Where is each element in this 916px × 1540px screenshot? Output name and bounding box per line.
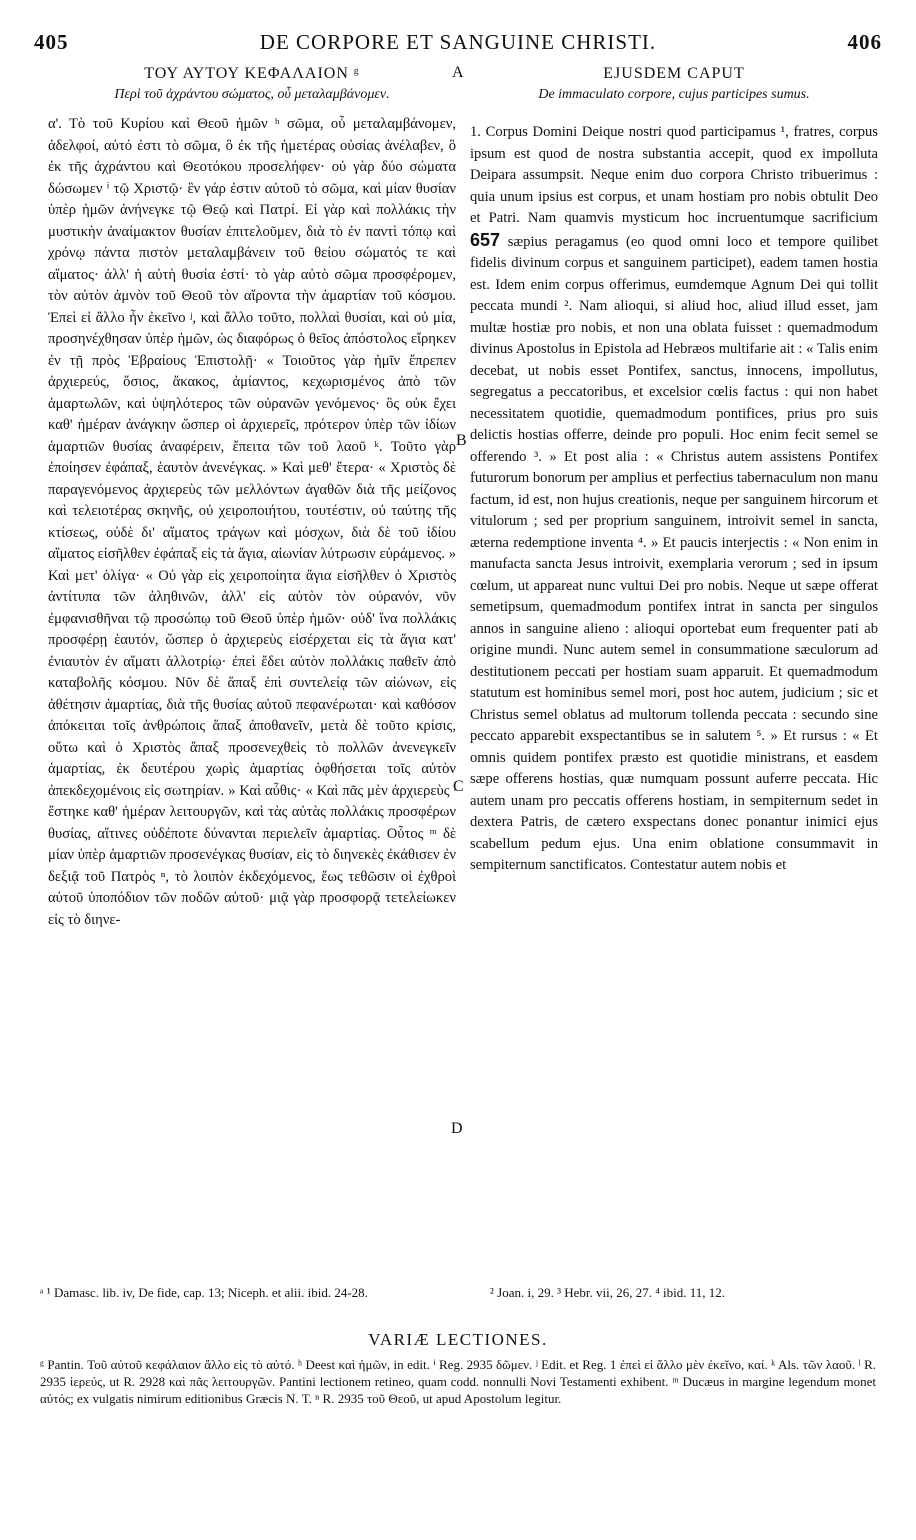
variae-text: ᵍ Pantin. Τοῦ αὐτοῦ κεφάλαιον ἄλλο εἰς τὸ αὐτό. ʰ Deest καὶ ἡμῶν, in edit. ⁱ Reg. 2935 δῶμεν. ʲ Edit. et Reg. 1 ἐπεὶ εἰ ἄλλο μὲν ἐκεῖνο, καί. ᵏ Als. τῶν λαοῦ. ˡ R. 2935 ἱερεύς, ut R. 2928 καὶ πᾶς λειτουργῶν. Pantini lectionem retineo, quam codd. nonnulli Novi Testamenti exhibent. ᵐ Ducæus in margine legendum monet αὐτός; ex vulgatis nimirum editionibus Græcis N. T. ⁿ R. 2935 τοῦ Θεοῦ, ut apud Apostolum legitur.: [40, 1357, 876, 1406]
latin-body-part-1: 1. Corpus Domini Deique nostri quod participamus ¹, fratres, corpus ipsum est quod de nostra substantia accepit, quod ex impolluta Deipara assumpsit. Neque enim duo corpora Christo tribuerimus : quia unum ipsius est corpus, et unam hostiam pro nobis obtulit Deo et Patri. Nam quamvis mysticum hoc incruentumque sacrificium: [470, 124, 878, 226]
greek-chapter-subheading: Περὶ τοῦ ἀχράντου σώματος, οὗ μεταλαμβάνομεν.: [114, 87, 390, 102]
variae-lectiones: [40, 1330, 876, 1407]
latin-chapter-subheading: De immaculato corpore, cujus participes sumus.: [538, 87, 810, 102]
latin-body-part-2: sæpius peragamus (eo quod omni loco et tempore quilibet fidelis divinum corpus et sanguinem participet), eadem tamen hostia est. Idem enim corpus offerimus, eumdemque Agnum Dei qui tollit peccata mundi ². Nam alioqui, si aliud hoc, aliud illud esset, jam multæ hostiæ pro nobis, et non una oblata fuisset : quemadmodum divinus Apostolus in Epistola ad Hebræos multifarie ait : « Talis enim decebat, ut nobis esset Pontifex, sanctus, innocens, impollutus, segregatus a peccatoribus, et excelsior cœlis factus : qui non habet necessitatem quotidie, quemadmodum pontifices, prius pro suis delictis hostias offerre, deinde pro populi. Hoc enim fecit semel se offerendo ³. » Et post alia : « Christus autem assistens Pontifex futurorum bonorum per amplius et perfectius tabernaculum non manu factum, id est, non hujus creationis, neque per sanguinem hircorum et vitulorum ; sed per proprium sanguinem, introivit semel in sancta, æterna redemptione inventa ⁴. » Et paucis interjectis : « Non enim in manufacta sancta Jesus introivit, exemplaria verorum ; sed in ipsum cœlum, ut appareat nunc vultui Dei pro nobis. Neque ut sæpe offerat semetipsum, quemadmodum pontifex intrat in sancta per singulos annos in sanguine alieno : alioqui oportebat eum frequenter pati ab origine mundi. Nunc autem semel in consummatione sæculorum ad destitutionem peccati per hostiam suam apparuit. Et quemadmodum statutum est hominibus semel mori, post hoc autem, judicium ; sic et Christus semel oblatus ad multorum tollenda peccata : secundo sine peccato apparebit exspectantibus se in salutem ⁵. » Et rursus : « Et omnis quidem pontifex præsto est quotidie ministrans, et easdem sæpe offerens hostias, quæ numquam possunt auferre peccata. Hic autem unam pro peccatis offerens hostiam, in sempiternum sedet in dextera Patris, de cætero exspectans donec ponantur inimici ejus scabellum pedum ejus. Una enim oblatione consummavit in sempiternum sanctificatos. Contestatur autem nobis et: [470, 233, 878, 873]
page-number-left: 405: [34, 30, 69, 54]
latin-chapter-heading: EJUSDEM CAPUT: [603, 65, 745, 82]
greek-chapter-heading: ΤΟΥ ΑΥΤΟΥ ΚΕΦΑΛΑΙΟΝ ᵍ: [144, 65, 360, 82]
variae-title: VARIÆ LECTIONES.: [368, 1330, 548, 1349]
running-title: DE CORPORE ET SANGUINE CHRISTI.: [259, 30, 657, 54]
latin-column: [470, 64, 878, 877]
page-number-right: 406: [847, 30, 882, 54]
margin-letter-c: C: [453, 778, 464, 795]
latin-body-text: [470, 122, 878, 877]
margin-letter-b: B: [456, 432, 467, 449]
margin-letter-a: A: [452, 64, 464, 81]
footnote-right: ² Joan. i, 29. ³ Hebr. vii, 26, 27. ⁴ ibid. 11, 12.: [490, 1285, 726, 1300]
running-head: [34, 30, 882, 58]
margin-letter-d: D: [451, 1120, 463, 1137]
footnote-left: ᵃ ¹ Damasc. lib. iv, De fide, cap. 13; Niceph. et alii. ibid. 24-28.: [40, 1285, 368, 1300]
column-number-marker: 657: [470, 229, 501, 250]
greek-column: [48, 64, 456, 931]
greek-body-text: α'. Τὸ τοῦ Κυρίου καὶ Θεοῦ ἡμῶν ʰ σῶμα, οὗ μεταλαμβάνομεν, ἀδελφοί, αὐτό ἐστι τὸ σῶμα, ὃ ἐκ τῆς ἡμετέρας οὐσίας ἀνέλαβεν, ὃ ἐκ τῆς ἀχράντου καὶ Θεοτόκου προσελήφεν· οὐ γὰρ δύο σώματα δώσωμεν ⁱ τῷ Χριστῷ· ἓν γάρ ἐστιν αὐτοῦ τὸ σῶμα, καὶ μίαν θυσίαν ὑπὲρ ἡμῶν ἀνήνεγκε τῷ Θεῷ καὶ Πατρί. Εἰ γὰρ καὶ πολλάκις τὴν μυστικὴν ἀναίμακτον θυσίαν ἐπιτελοῦμεν, διὰ τὸ ἐν παντὶ τόπῳ καὶ χρόνῳ πάντα πιστὸν μεταλαμβάνειν τοῦ θείου σώματός τε καὶ αἵματος· ἀλλ' ἡ αὐτὴ θυσία ἐστί· τὸ γὰρ αὐτὸ σῶμα προσφέρομεν, τὸν αὐτὸν ἀμνὸν τοῦ Θεοῦ τὸν αἴροντα τὴν ἁμαρτίαν τοῦ κόσμου. Ἐπεὶ εἰ ἄλλο ἦν ἐκεῖνο ʲ, καὶ ἄλλο τοῦτο, πολλαὶ θυσίαι, καὶ οὐ μία, προσηνέχθησαν ὑπὲρ ἡμῶν, ὡς διαφόρως ὁ θεῖος ἀπόστολος εἴρηκεν ἐν τῇ πρὸς Ἑβραίους Ἐπιστολῇ· « Τοιοῦτος γὰρ ἡμῖν ἔπρεπεν ἀρχιερεύς, ὅσιος, ἄκακος, ἀμίαντος, κεχωρισμένος ἀπὸ τῶν ἁμαρτωλῶν, καὶ ὑψηλότερος τῶν οὐρανῶν γενόμενος· ὃς οὐκ ἔχει καθ' ἡμέραν ἀνάγκην ὥσπερ οἱ ἀρχιερεῖς, πρότερον ὑπὲρ τῶν ἰδίων ἁμαρτιῶν θυσίας ἀναφέρειν, ἔπειτα τῶν τοῦ λαοῦ ᵏ. Τοῦτο γὰρ ἐποίησεν ἐφάπαξ, ἑαυτὸν ἀνενέγκας. » Καὶ μεθ' ἕτερα· « Χριστὸς δὲ παραγενόμενος ἀρχιερεὺς τῶν μελλόντων ἀγαθῶν διὰ τῆς μείζονος καὶ τελειοτέρας σκηνῆς, οὐ χειροποιήτου, τουτέστιν, οὐ ταύτης τῆς κτίσεως, οὐδὲ δι' αἵματος τράγων καὶ μόσχων, διὰ δὲ τοῦ ἰδίου αἵματος εἰσῆλθεν ἐφάπαξ εἰς τὰ ἅγια, αἰωνίαν λύτρωσιν εὑράμενος. » Καὶ μετ' ὀλίγα· « Οὐ γὰρ εἰς χειροποίητα ἅγια εἰσῆλθεν ὁ Χριστὸς ἀντίτυπα τῶν ἀληθινῶν, ἀλλ' εἰς αὐτὸν τὸν οὐρανόν, νῦν ἐμφανισθῆναι τῷ προσώπῳ τοῦ Θεοῦ ὑπὲρ ἡμῶν· οὐδ' ἵνα πολλάκις προσφέρῃ ἑαυτόν, ὥσπερ ὁ ἀρχιερεὺς εἰσέρχεται εἰς τὰ ἅγια κατ' ἐνιαυτὸν ἐν αἵματι ἀλλοτρίῳ· ἐπεὶ ἔδει αὐτὸν πολλάκις παθεῖν ἀπὸ καταβολῆς κόσμου. Νῦν δὲ ἅπαξ ἐπὶ συντελείᾳ τῶν αἰώνων, εἰς ἀθέτησιν ἁμαρτίας, διὰ τῆς θυσίας αὐτοῦ πεφανέρωται· καὶ καθόσον ἀπόκειται τοῖς ἀνθρώποις ἅπαξ ἀποθανεῖν, μετὰ δὲ τοῦτο κρίσις, οὕτω καὶ ὁ Χριστὸς ἅπαξ προσενεχθεὶς τὸ πολλῶν ἀνενεγκεῖν ἁμαρτίας, ἐκ δευτέρου χωρὶς ἁμαρτίας ὀφθήσεται τοῖς αὐτὸν ἀπεκδεχομένοις εἰς σωτηρίαν. » Καὶ αὖθις· « Καὶ πᾶς μὲν ἀρχιερεὺς ˡ ἕστηκε καθ' ἡμέραν λειτουργῶν, καὶ τὰς αὐτὰς πολλάκις προσφέρων θυσίας, αἵτινες οὐδέποτε δύνανται περιελεῖν ἁμαρτίας. Οὗτος ᵐ δὲ μίαν ὑπὲρ ἁμαρτιῶν προσενέγκας θυσίαν, εἰς τὸ διηνεκὲς ἐκάθισεν ἐν δεξιᾷ τοῦ Πατρὸς ⁿ, τὸ λοιπὸν ἐκδεχόμενος, ἕως τεθῶσιν οἱ ἐχθροὶ αὐτοῦ ὑποπόδιον τῶν ποδῶν αὐτοῦ· μιᾷ γὰρ προσφορᾷ τετελείωκεν εἰς τὸ διηνε-: [48, 116, 456, 928]
